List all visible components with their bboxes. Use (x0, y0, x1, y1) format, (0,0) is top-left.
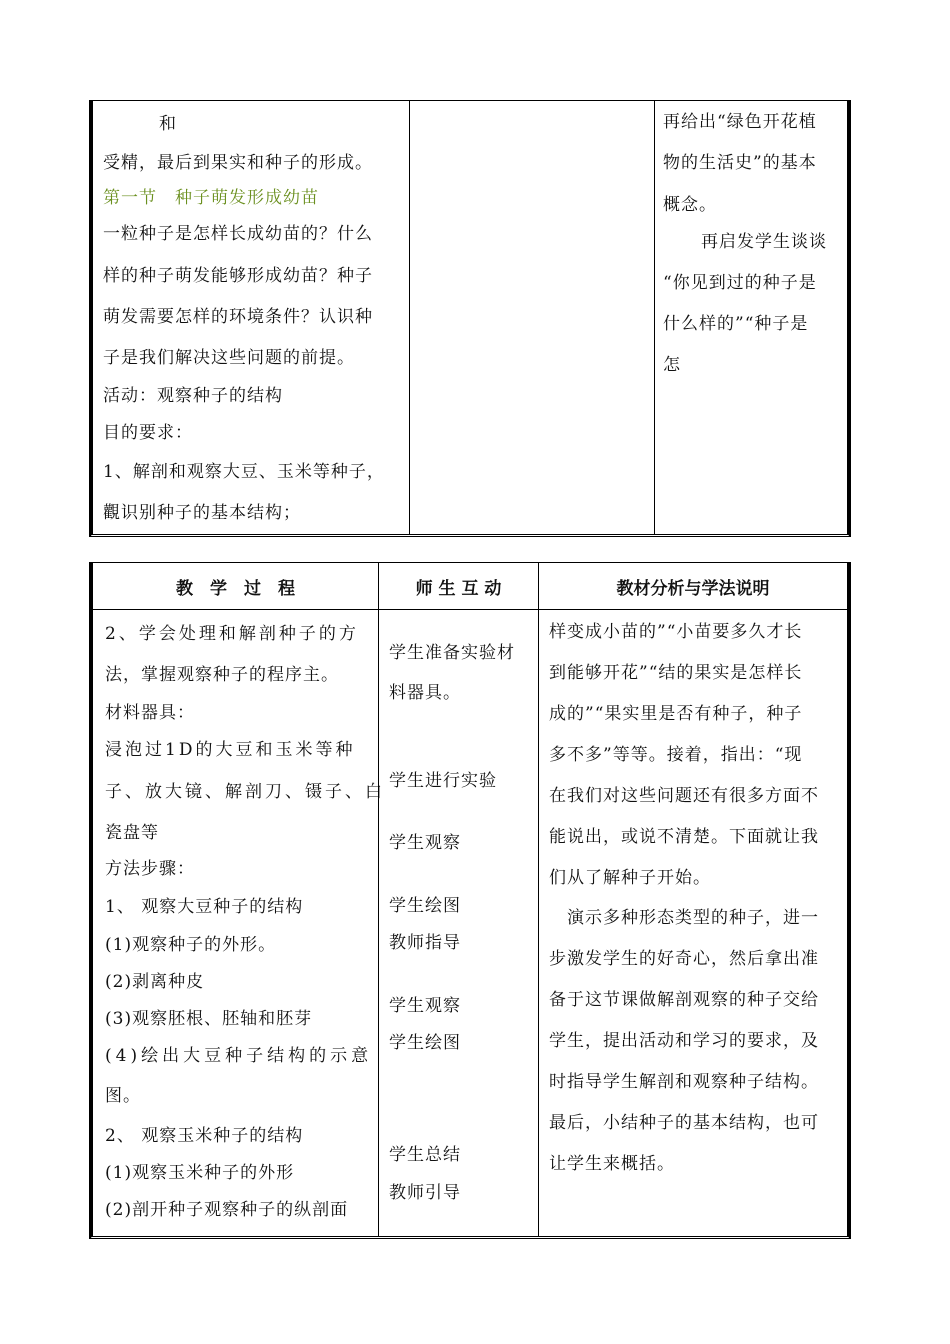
text-line: 再启发学生谈谈 (701, 232, 827, 252)
text-line: (1)观察玉米种子的外形 (105, 1163, 295, 1183)
text-line: 成的”“果实里是否有种子，种子 (549, 704, 803, 724)
text-line: 样的种子萌发能够形成幼苗？种子 (103, 266, 373, 286)
text-line: 让学生来概括。 (549, 1154, 675, 1174)
text-line: 学生绘图 (389, 1033, 461, 1053)
text-line: 2、学会处理和解剖种子的方 (105, 624, 359, 644)
text-line: (2)剖开种子观察种子的纵剖面 (105, 1200, 349, 1220)
table-top-col-process (93, 101, 409, 534)
text-line: 教师指导 (389, 933, 461, 953)
table-top-col-analysis (654, 101, 847, 534)
text-line: 教师引导 (389, 1183, 461, 1203)
text-line: 步激发学生的好奇心，然后拿出准 (549, 949, 819, 969)
text-line: 学生绘图 (389, 896, 461, 916)
text-line: 1、 观察大豆种子的结构 (105, 897, 304, 917)
text-line: 时指导学生解剖和观察种子结构。 (549, 1072, 819, 1092)
text-line: 活动：观察种子的结构 (103, 386, 283, 406)
text-line: 1、解剖和观察大豆、玉米等种子， (103, 462, 385, 482)
header-teaching-process: 教 学 过 程 (176, 578, 295, 599)
text-line: (2)剥离种皮 (105, 972, 205, 992)
text-line: 样变成小苗的”“小苗要多久才长 (549, 622, 803, 642)
text-line: 演示多种形态类型的种子，进一 (567, 908, 819, 928)
text-line: 方法步骤： (105, 859, 195, 879)
text-line: 子是我们解决这些问题的前提。 (103, 348, 355, 368)
text-line: 目的要求： (103, 423, 193, 443)
text-line: 瓷盘等 (105, 823, 159, 843)
text-line: 一粒种子是怎样长成幼苗的？什么 (103, 224, 373, 244)
text-line: 学生观察 (389, 996, 461, 1016)
text-line: (4)绘出大豆种子结构的示意 (105, 1046, 373, 1066)
text-line: 浸泡过1D的大豆和玉米等种 (105, 740, 356, 760)
text-line: 学生观察 (389, 833, 461, 853)
text-line: 图。 (105, 1086, 141, 1106)
text-line: 学生准备实验材 (389, 643, 515, 663)
text-line: 能说出，或说不清楚。下面就让我 (549, 827, 819, 847)
text-line: 受精，最后到果实和种子的形成。 (103, 153, 373, 173)
text-line: 再给出“绿色开花植 (663, 112, 817, 132)
text-line: 学生总结 (389, 1145, 461, 1165)
text-line: 觀识别种子的基本结构； (103, 503, 301, 523)
col-teacher-student-interaction (378, 563, 538, 1236)
text-line: 萌发需要怎样的环境条件？认识种 (103, 307, 373, 327)
text-line: 2、 观察玉米种子的结构 (105, 1126, 304, 1146)
text-line: 多不多”等等。接着，指出：“现 (549, 745, 803, 765)
col-teaching-process (93, 563, 385, 1236)
text-line: 备于这节课做解剖观察的种子交给 (549, 990, 819, 1010)
text-line: 什么样的”“种子是 (663, 314, 809, 334)
text-line: 到能够开花”“结的果实是怎样长 (549, 663, 803, 683)
section-heading: 第一节 种子萌发形成幼苗 (103, 188, 319, 208)
text-line: (1)观察种子的外形。 (105, 935, 277, 955)
text-line: 和 (159, 114, 177, 134)
table-top-col-interaction (409, 101, 654, 534)
table-main (89, 562, 851, 1239)
text-line: 们从了解种子开始。 (549, 868, 711, 888)
text-line: 材料器具： (105, 703, 195, 723)
text-line: 概念。 (663, 195, 717, 215)
table-top (89, 100, 851, 537)
col-material-analysis (538, 563, 847, 1236)
text-line: 学生进行实验 (389, 771, 497, 791)
header-interaction: 师 生 互 动 (415, 578, 502, 599)
text-line: 料器具。 (389, 683, 461, 703)
text-line: 子、放大镜、解剖刀、镊子、白 (105, 782, 385, 802)
text-line: 最后，小结种子的基本结构，也可 (549, 1113, 819, 1133)
text-line: 在我们对这些问题还有很多方面不 (549, 786, 819, 806)
text-line: 学生，提出活动和学习的要求，及 (549, 1031, 819, 1051)
text-line: “你见到过的种子是 (663, 273, 817, 293)
text-line: 法，掌握观察种子的程序主。 (105, 665, 339, 685)
text-line: 怎 (663, 355, 681, 375)
text-line: (3)观察胚根、胚轴和胚芽 (105, 1009, 313, 1029)
header-material-analysis: 教材分析与学法说明 (616, 578, 770, 599)
text-line: 物的生活史”的基本 (663, 153, 817, 173)
